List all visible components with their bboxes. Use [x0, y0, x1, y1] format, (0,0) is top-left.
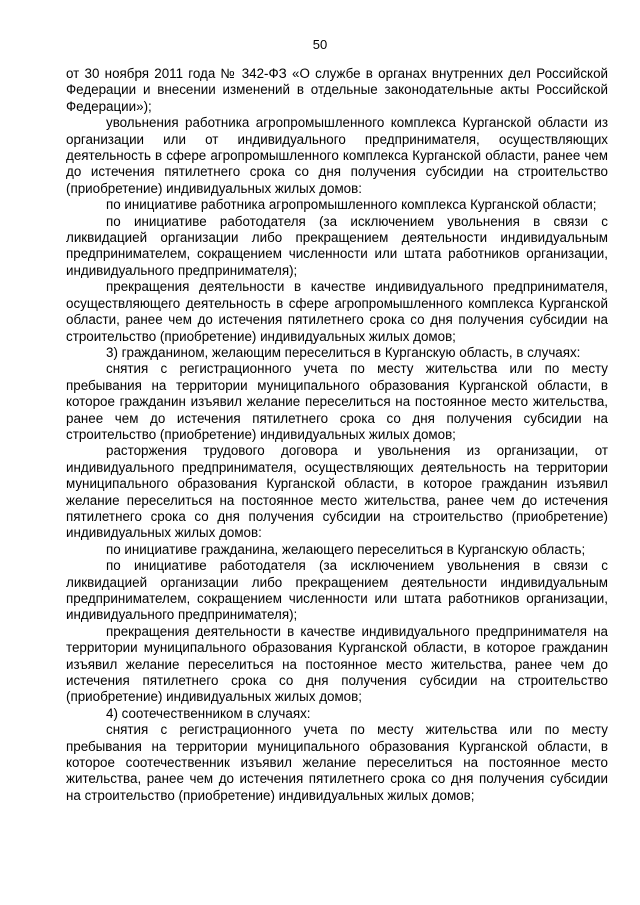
paragraph-item-3: 3) гражданином, желающим переселиться в Курганскую область, в случаях: — [106, 344, 581, 360]
paragraph-dismissal-agro-worker: увольнения работника агропромышленного комплекса Курганской области из организации или от индивидуального предпринимателя, осуществляющих деятельность в сфере агропромышленного комплекса Курганской области, ранее чем до истечения пятилетнего срока со дня получения субсидии на строительство (приобретение) индивидуальных жилых домов: — [66, 115, 608, 196]
paragraph-initiative-employer: по инициативе работодателя (за исключением увольнения в связи с ликвидацией организации либо прекращением деятельности индивидуальным предпринимателем, сокращением численности или штата работников организации, индивидуального предпринимателя); — [66, 213, 608, 278]
document-body — [66, 66, 608, 804]
paragraph-initiative-worker: по инициативе работника агропромышленного комплекса Курганской области; — [106, 197, 597, 213]
paragraph-item-4: 4) соотечественником в случаях: — [106, 705, 311, 721]
page-number: 50 — [312, 37, 328, 52]
paragraph-initiative-citizen: по инициативе гражданина, желающего переселиться в Курганскую область; — [106, 541, 586, 557]
paragraph-deregistration-citizen: снятия с регистрационного учета по месту жительства или по месту пребывания на территории муниципального образования Курганской области, в которое гражданин изъявил желание переселиться на постоянное место жительства, ранее чем до истечения пятилетнего срока со дня получения субсидии на строительство (приобретение) индивидуальных жилых домов; — [66, 361, 608, 442]
paragraph-deregistration-compatriot: снятия с регистрационного учета по месту жительства или по месту пребывания на территории муниципального образования Курганской области, в которое соотечественник изъявил желание переселиться на постоянное место жительства, ранее чем до истечения пятилетнего срока со дня получения субсидии на строительство (приобретение) индивидуальных жилых домов; — [66, 722, 608, 803]
paragraph-termination-entrepreneur-2: прекращения деятельности в качестве индивидуального предпринимателя на территории муниципального образования Курганской области, в которое гражданин изъявил желание переселиться на постоянное место жительства, ранее чем до истечения пятилетнего срока со дня получения субсидии на строительство (приобретение) индивидуальных жилых домов; — [66, 623, 608, 705]
paragraph-initiative-employer-2: по инициативе работодателя (за исключением увольнения в связи с ликвидацией организации либо прекращением деятельности индивидуальным предпринимателем, сокращением численности или штата работников организации, индивидуального предпринимателя); — [66, 558, 608, 623]
paragraph-continuation: от 30 ноября 2011 года № 342-ФЗ «О службе в органах внутренних дел Российской Федерации и внесении изменений в отдельные законодательные акты Российской Федерации»); — [66, 66, 608, 114]
paragraph-contract-termination: расторжения трудового договора и увольнения из организации, от индивидуального предпринимателя, осуществляющих деятельность на территории муниципального образования Курганской области, в которое гражданин изъявил желание переселиться на постоянное место жительства, ранее чем до истечения пятилетнего срока со дня получения субсидии на строительство (приобретение) индивидуальных жилых домов: — [66, 443, 608, 541]
paragraph-termination-entrepreneur: прекращения деятельности в качестве индивидуального предпринимателя, осуществляющего деятельность в сфере агропромышленного комплекса Курганской области, ранее чем до истечения пятилетнего срока со дня получения субсидии на строительство (приобретение) индивидуальных жилых домов; — [66, 279, 608, 344]
